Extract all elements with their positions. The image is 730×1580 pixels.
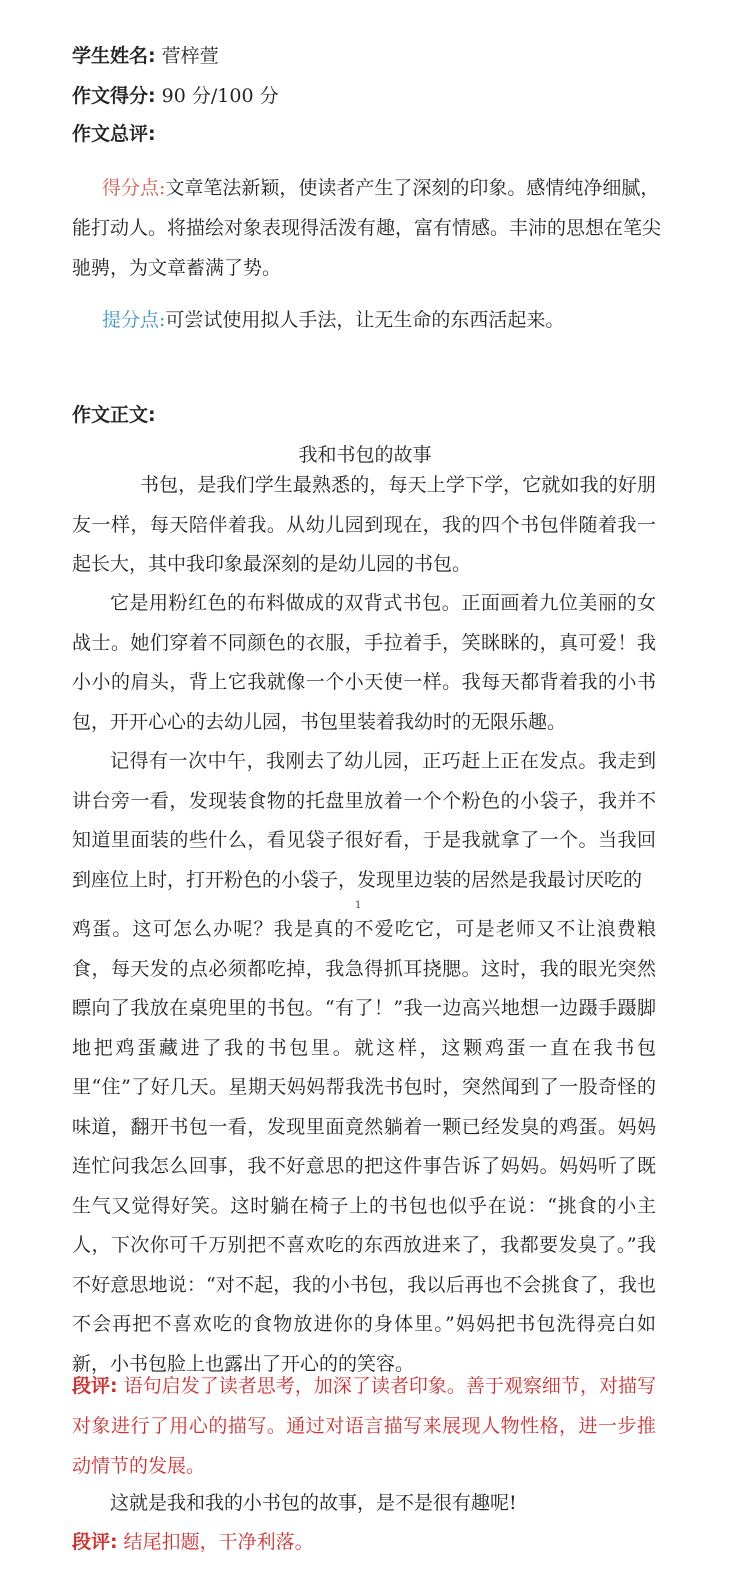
essay-paragraph-3: 记得有一次中午，我刚去了幼儿园，正巧赶上正在发点。我走到讲台旁一看，发现装食物的托盘里放着一个个粉色的小袋子，我并不知道里面装的些什么，看见袋子很好看，于是我就拿了一个。当我回到座位上时，打开粉色的小袋子，发现里边装的居然是我最讨厌吃的	[72, 750, 656, 891]
student-name: 菅梓萱	[161, 45, 219, 67]
paragraph-comment-1	[72, 1366, 656, 1486]
review-label: 作文总评:	[72, 123, 156, 145]
improve-text: 可尝试使用拟人手法，让无生命的东西活起来。	[165, 309, 565, 331]
score-value: 90 分/100 分	[161, 85, 279, 107]
strength-label: 得分点:	[102, 177, 166, 199]
review-heading	[72, 122, 156, 146]
page-number: 1	[355, 900, 362, 911]
student-name-line	[72, 44, 219, 68]
comment-1-text: 语句启发了读者思考，加深了读者印象。善于观察细节，对描写对象进行了用心的描写。通过对语言描写来展现人物性格，进一步推动情节的发展。	[72, 1375, 656, 1477]
improve-label: 提分点:	[102, 309, 166, 331]
strength-text: 文章笔法新颖，使读者产生了深刻的印象。感情纯净细腻，能打动人。将描绘对象表现得活泼有趣，富有情感。丰沛的思想在笔尖驰骋，为文章蓄满了势。	[72, 177, 662, 279]
paragraph-comment-2	[72, 1522, 656, 1562]
score-label: 作文得分:	[72, 85, 156, 107]
strength-review	[72, 168, 662, 288]
comment-2-text: 结尾扣题，干净利落。	[123, 1531, 314, 1553]
improve-review	[72, 300, 662, 340]
score-line	[72, 84, 279, 108]
essay-paragraph-5: 这就是我和我的小书包的故事，是不是很有趣呢!	[110, 1492, 517, 1514]
comment-2-label: 段评:	[72, 1531, 118, 1553]
essay-title: 我和书包的故事	[298, 444, 432, 466]
comment-1-label: 段评:	[72, 1375, 118, 1397]
essay-section-label: 作文正文:	[72, 404, 156, 426]
student-name-label: 学生姓名:	[72, 45, 156, 67]
essay-paragraph-2: 它是用粉红色的布料做成的双背式书包。正面画着九位美丽的女战士。她们穿着不同颜色的衣服，手拉着手，笑眯眯的，真可爱！我小小的肩头，背上它我就像一个小天使一样。我每天都背着我的小书包，开开心心的去幼儿园，书包里装着我幼时的无限乐趣。	[72, 592, 656, 733]
essay-paragraph-1: 书包，是我们学生最熟悉的，每天上学下学，它就如我的好朋友一样，每天陪伴着我。从幼儿园到现在，我的四个书包伴随着我一起长大，其中我印象最深刻的是幼儿园的书包。	[72, 474, 656, 575]
essay-paragraph-4: 鸡蛋。这可怎么办呢？我是真的不爱吃它，可是老师又不让浪费粮食，每天发的点必须都吃掉，我急得抓耳挠腮。这时，我的眼光突然瞟向了我放在桌兜里的书包。“有了！”我一边高兴地想一边蹑手蹑脚地把鸡蛋藏进了我的书包里。就这样，这颗鸡蛋一直在我书包里“住”了好几天。星期天妈妈帮我洗书包时，突然闻到了一股奇怪的味道，翻开书包一看，发现里面竟然躺着一颗已经发臭的鸡蛋。妈妈连忙问我怎么回事，我不好意思的把这件事告诉了妈妈。妈妈听了既生气又觉得好笑。这时躺在椅子上的书包也似乎在说：“挑食的小主人，下次你可千万别把不喜欢吃的东西放进来了，我都要发臭了。”我不好意思地说：“对不起，我的小书包，我以后再也不会挑食了，我也不会再把不喜欢吃的食物放进你的身体里。”妈妈把书包洗得亮白如新，小书包脸上也露出了开心的的笑容。	[72, 918, 656, 1375]
